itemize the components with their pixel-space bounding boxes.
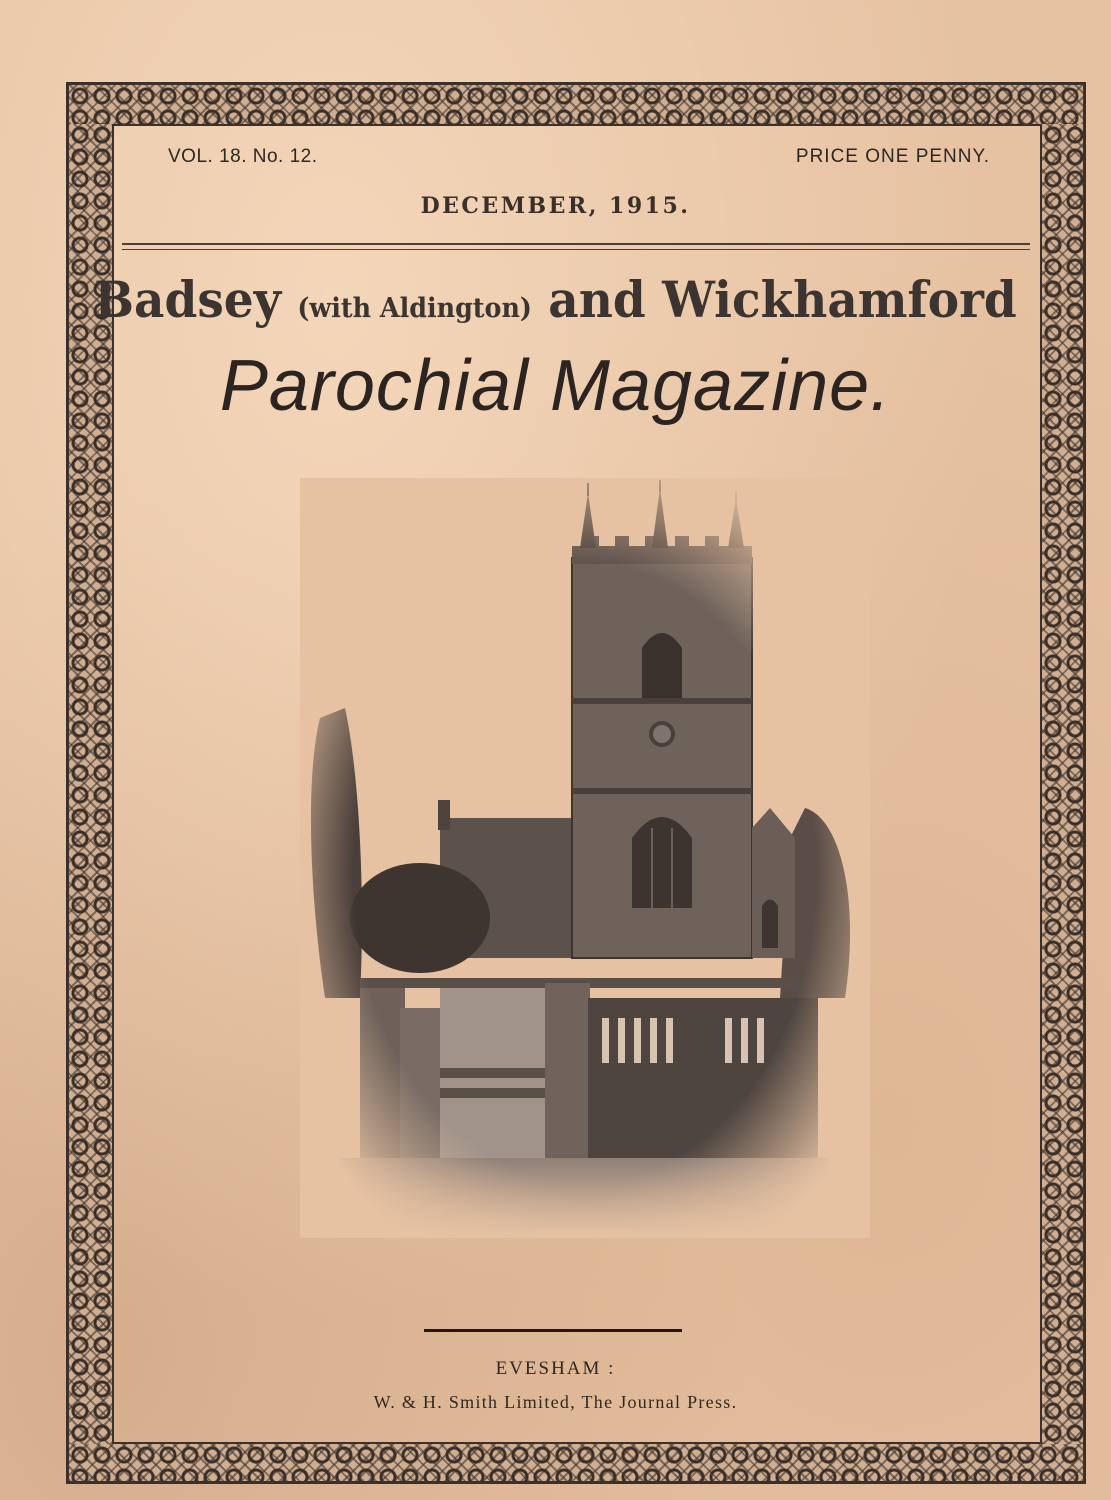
title-with-aldington: (with Aldington) [297,293,532,324]
magazine-subtitle: Parochial Magazine. [219,346,892,426]
price-label: PRICE ONE PENNY. [795,146,990,167]
header-rule-thin [122,249,1030,250]
title-and-wickhamford: and Wickhamford [548,270,1017,329]
publication-place: EVESHAM : [495,1358,616,1379]
issue-date: DECEMBER, 1915. [420,193,691,219]
footer-rule [424,1329,682,1332]
printer-credit: W. & H. Smith Limited, The Journal Press. [373,1392,738,1412]
magazine-title [33,270,1077,329]
church-tower-photograph [300,478,870,1238]
header-rule [122,243,1030,245]
title-badsey: Badsey [94,270,282,329]
volume-number: VOL. 18. No. 12. [168,146,318,167]
